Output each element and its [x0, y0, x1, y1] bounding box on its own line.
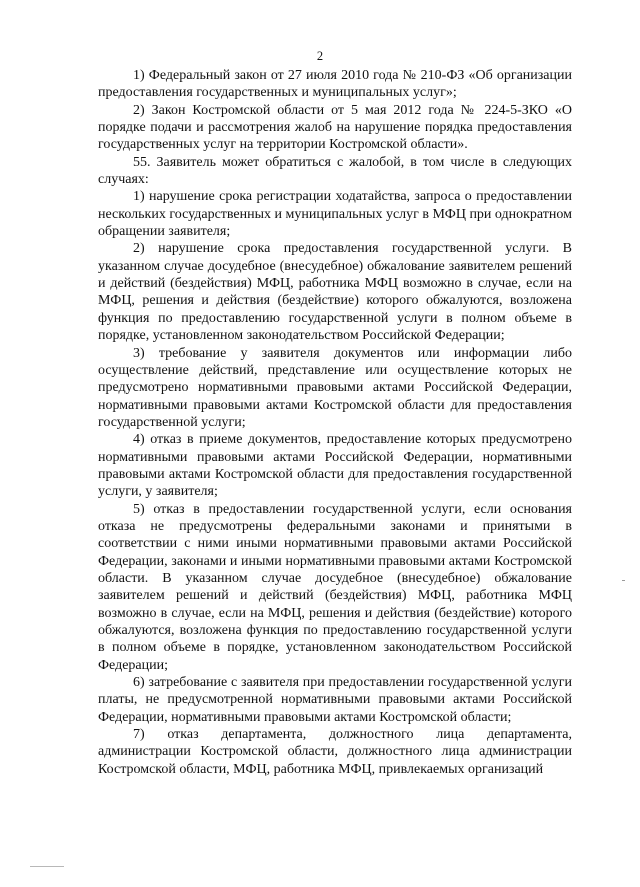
paragraph-case-4: 4) отказ в приеме документов, предоставление которых предусмотрено нормативными правовыми актами Российской Федерации, нормативными правовыми актами Костромской области для предоставления государственной услуги, у заявителя; [98, 432, 572, 500]
paragraph-case-3: 3) требование у заявителя документов или информации либо осуществление действий, представление или осуществление которых не предусмотрено нормативными правовыми актами Российской Федерации, нормативными правовыми актами Костромской области для предоставления государственной услуги; [98, 345, 572, 430]
paragraph-clause-55: 55. Заявитель может обратиться с жалобой, в том числе в следующих случаях: [98, 154, 572, 188]
scan-footer-mark [30, 866, 64, 867]
document-body [98, 67, 572, 778]
paragraph-case-1: 1) нарушение срока регистрации ходатайства, запроса о предоставлении нескольких государственных и муниципальных услуг в МФЦ при однократном обращении заявителя; [98, 189, 572, 240]
paragraph-case-7: 7) отказ департамента, должностного лица департамента, администрации Костромской области, должностного лица администрации Костромской области, МФЦ, работника МФЦ, привлекаемых организаций [98, 727, 572, 777]
paragraph-law-210-fz: 1) Федеральный закон от 27 июля 2010 года № 210-ФЗ «Об организации предоставления государственных и муниципальных услуг»; [98, 68, 572, 101]
paragraph-case-2: 2) нарушение срока предоставления государственной услуги. В указанном случае досудебное (внесудебное) обжалование заявителем решений и действий (бездействия) МФЦ, работника МФЦ возможно в случае, если на МФЦ, решения и действия (бездействие) которого обжалуются, возложена функция по предоставлению государственной услуги в полном объеме в порядке, установленном законодательством Российской Федерации; [98, 241, 572, 344]
paragraph-case-5: 5) отказ в предоставлении государственной услуги, если основания отказа не предусмотрены федеральными законами и принятыми в соответствии с ними иными нормативными правовыми актами Российской Федерации, законами и иными нормативными правовыми актами Костромской области. В указанном случае досудебное (внесудебное) обжалование заявителем решений и действий (бездействия) МФЦ, работника МФЦ возможно в случае, если на МФЦ, решения и действия (бездействие) которого обжалуются, возложена функция по предоставлению государственной услуги в полном объеме в порядке, установленном законодательством Российской Федерации; [98, 501, 572, 673]
paragraph-law-224-5-zko: 2) Закон Костромской области от 5 мая 2012 года № 224-5-ЗКО «О порядке подачи и рассмотрения жалоб на нарушение порядка предоставления государственных услуг на территории Костромской области». [98, 102, 572, 153]
scan-artifact [622, 580, 625, 581]
paragraph-case-6: 6) затребование с заявителя при предоставлении государственной услуги платы, не предусмотренной нормативными правовыми актами Российской Федерации, нормативными правовыми актами Костромской области; [98, 675, 572, 725]
page-number: 2 [316, 49, 324, 63]
